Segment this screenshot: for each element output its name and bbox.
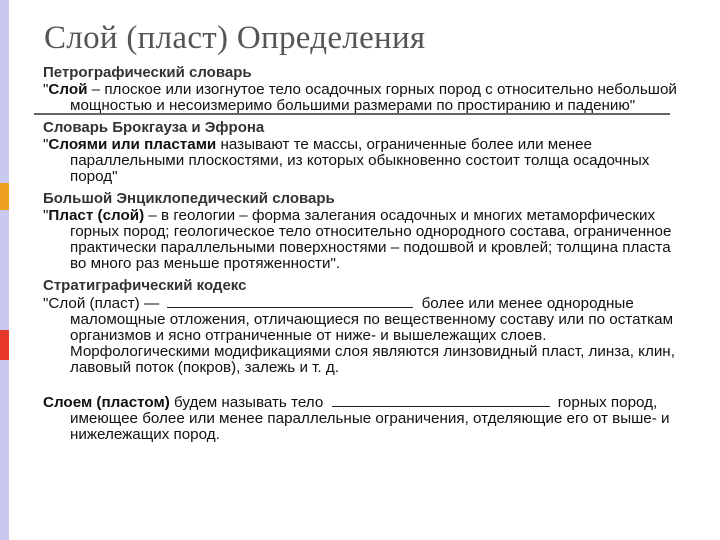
definition-petro (43, 82, 685, 114)
term: Пласт (слой) (48, 207, 145, 224)
term: Слоями или пластами (48, 136, 217, 153)
definitions-body (43, 65, 685, 443)
term: Слой (48, 81, 88, 98)
side-stripe (0, 0, 9, 183)
open-quote: " (43, 81, 49, 98)
side-stripe (0, 210, 9, 330)
term: Слоем (пластом) (43, 394, 170, 411)
definition-text: называют те массы, ограниченные более или менее параллельными плоскостями, из которых обыкновенно состоит толща осадочных пород" (70, 136, 650, 185)
definition-brockhaus (43, 137, 685, 185)
side-stripe (0, 360, 9, 540)
section-heading-brockhaus: Словарь Брокгауза и Эфрона (43, 119, 265, 136)
fill-in-blank (167, 295, 413, 308)
definition-text: более или менее однородные маломощные отложения, отличающиеся по вещественному составу или по остаткам организмов и ясно отграниченные от ниже- и вышележащих слоев. Морфологическими модификациями слоя являются линзовидный пласт, линза, клин, лавовый поток (покров), залежь и т. д. (70, 295, 675, 376)
definition-text-after: горных пород, имеющее более или менее параллельные ограничения, отделяющие его от выше- и нижележащих пород. (70, 394, 670, 443)
slide-title: Слой (пласт) Определения (44, 20, 426, 56)
side-stripe-orange (0, 183, 9, 210)
definition-bse (43, 208, 685, 272)
fill-in-blank (332, 394, 550, 407)
definition-text: – в геологии – форма залегания осадочных и многих метаморфических горных пород; геологическое тело относительно однородного состава, ограниченное практически параллельными поверхностями – подошвой и кровлей; толщина пласта во много раз меньше протяженности". (70, 207, 672, 272)
term-lead: "Слой (пласт) — (43, 295, 164, 312)
section-heading-bse: Большой Энциклопедический словарь (43, 190, 335, 207)
open-quote: " (43, 207, 49, 224)
definition-ours (43, 394, 685, 443)
open-quote: " (43, 136, 49, 153)
definition-strat (43, 295, 685, 376)
side-stripe-red (0, 330, 9, 360)
definition-text-before: будем называть тело (169, 394, 328, 411)
section-heading-petro: Петрографический словарь (43, 64, 252, 81)
definition-text: – плоское или изогнутое тело осадочных горных пород с относительно небольшой мощностью и несоизмеримо большими размерами по простиранию и падению" (70, 81, 677, 114)
section-heading-strat: Стратиграфический кодекс (43, 277, 247, 294)
